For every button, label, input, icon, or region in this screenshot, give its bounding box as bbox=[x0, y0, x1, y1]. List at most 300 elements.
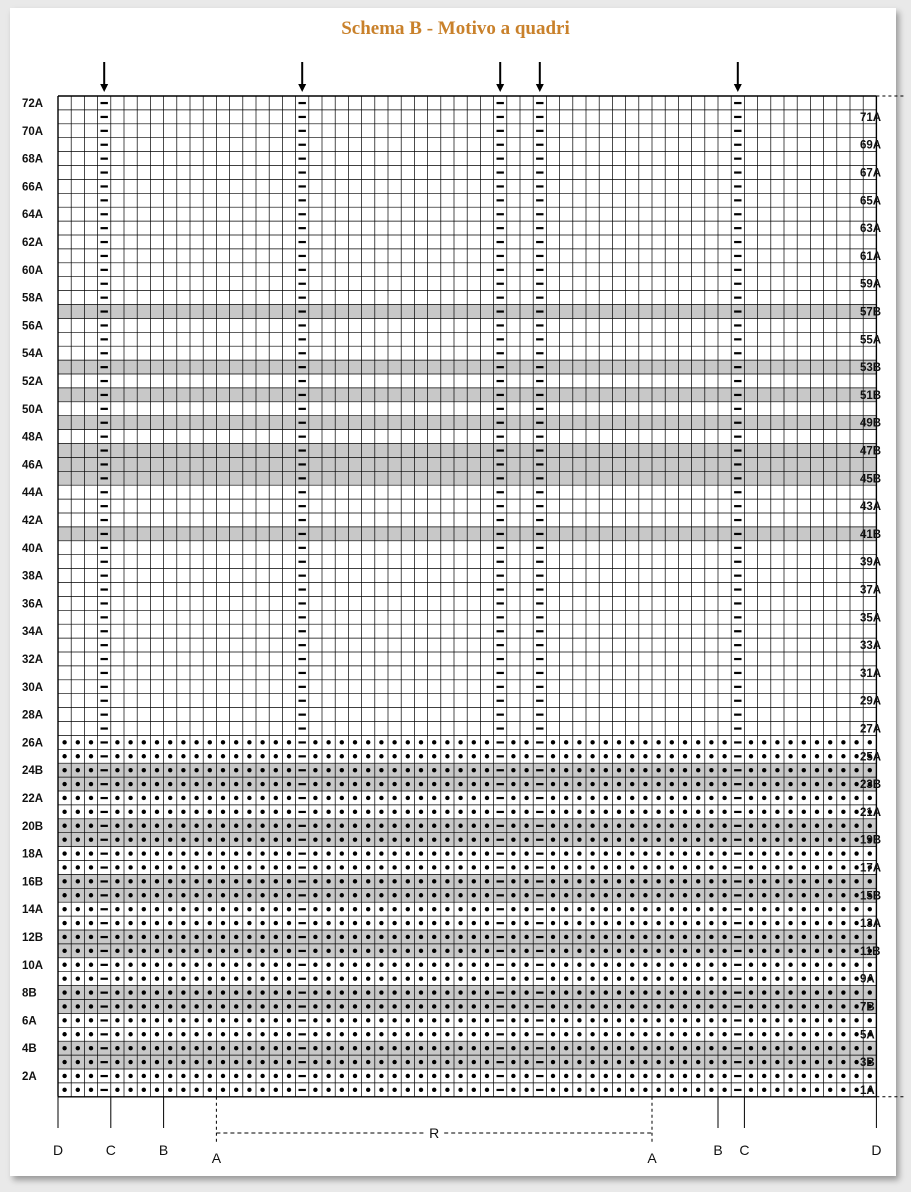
stitch-dot bbox=[247, 893, 251, 897]
stitch-dot bbox=[432, 1046, 436, 1050]
stitch-dot bbox=[168, 963, 172, 967]
stitch-dot bbox=[62, 851, 66, 855]
stitch-dot bbox=[551, 782, 555, 786]
stitch-dot bbox=[828, 824, 832, 828]
stitch-dot bbox=[432, 893, 436, 897]
purl-dash bbox=[299, 408, 306, 410]
stitch-dot bbox=[630, 1088, 634, 1092]
row-label-right: 47B bbox=[860, 445, 882, 458]
stitch-dot bbox=[722, 1074, 726, 1078]
stitch-dot bbox=[432, 810, 436, 814]
stitch-dot bbox=[762, 1046, 766, 1050]
purl-dash bbox=[734, 436, 741, 438]
arrow-down-icon bbox=[298, 84, 306, 92]
arrow-down-icon bbox=[496, 84, 504, 92]
stitch-dot bbox=[62, 865, 66, 869]
stitch-dot bbox=[313, 851, 317, 855]
stitch-dot bbox=[247, 1046, 251, 1050]
purl-dash bbox=[734, 853, 741, 855]
purl-dash bbox=[536, 908, 543, 910]
stitch-dot bbox=[128, 1060, 132, 1064]
stitch-dot bbox=[392, 921, 396, 925]
stitch-dot bbox=[630, 1018, 634, 1022]
purl-dash bbox=[299, 1075, 306, 1077]
purl-dash bbox=[734, 324, 741, 326]
stitch-dot bbox=[617, 824, 621, 828]
stitch-dot bbox=[604, 879, 608, 883]
stitch-dot bbox=[762, 768, 766, 772]
stitch-dot bbox=[802, 851, 806, 855]
row-label-right: 43A bbox=[860, 501, 882, 514]
stitch-dot bbox=[208, 796, 212, 800]
stitch-dot bbox=[564, 1004, 568, 1008]
stitch-dot bbox=[181, 1074, 185, 1078]
stitch-dot bbox=[142, 782, 146, 786]
stitch-dot bbox=[828, 810, 832, 814]
row-label-right: 25A bbox=[860, 751, 882, 764]
stitch-dot bbox=[841, 796, 845, 800]
purl-dash bbox=[536, 547, 543, 549]
stitch-dot bbox=[76, 1074, 80, 1078]
stitch-dot bbox=[366, 1046, 370, 1050]
stitch-dot bbox=[274, 768, 278, 772]
stitch-dot bbox=[445, 1018, 449, 1022]
stitch-dot bbox=[590, 1046, 594, 1050]
stitch-dot bbox=[670, 907, 674, 911]
stitch-dot bbox=[76, 1046, 80, 1050]
purl-dash bbox=[734, 255, 741, 257]
stitch-dot bbox=[604, 754, 608, 758]
stitch-dot bbox=[749, 1060, 753, 1064]
stitch-dot bbox=[340, 740, 344, 744]
purl-dash bbox=[497, 185, 504, 187]
stitch-dot bbox=[313, 865, 317, 869]
stitch-dot bbox=[181, 782, 185, 786]
stitch-dot bbox=[485, 782, 489, 786]
stitch-dot bbox=[247, 796, 251, 800]
stitch-dot bbox=[617, 740, 621, 744]
row-label-right: 51B bbox=[860, 389, 882, 402]
stitch-dot bbox=[775, 1060, 779, 1064]
stitch-dot bbox=[511, 796, 515, 800]
purl-dash bbox=[734, 366, 741, 368]
stitch-dot bbox=[722, 1046, 726, 1050]
purl-dash bbox=[536, 978, 543, 980]
stitch-dot bbox=[353, 810, 357, 814]
stitch-dot bbox=[379, 879, 383, 883]
stitch-dot bbox=[313, 893, 317, 897]
stitch-dot bbox=[696, 935, 700, 939]
stitch-dot bbox=[458, 865, 462, 869]
purl-dash bbox=[101, 964, 108, 966]
stitch-dot bbox=[485, 893, 489, 897]
stitch-dot bbox=[458, 1046, 462, 1050]
stitch-dot bbox=[419, 740, 423, 744]
stitch-dot bbox=[115, 879, 119, 883]
stitch-dot bbox=[656, 907, 660, 911]
stitch-dot bbox=[854, 907, 858, 911]
stitch-dot bbox=[313, 879, 317, 883]
stitch-dot bbox=[604, 1004, 608, 1008]
stitch-dot bbox=[683, 963, 687, 967]
stitch-dot bbox=[590, 907, 594, 911]
stitch-dot bbox=[432, 754, 436, 758]
stitch-dot bbox=[340, 935, 344, 939]
stitch-dot bbox=[340, 851, 344, 855]
stitch-dot bbox=[551, 810, 555, 814]
stitch-dot bbox=[62, 768, 66, 772]
stitch-dot bbox=[828, 921, 832, 925]
stitch-dot bbox=[696, 990, 700, 994]
stitch-dot bbox=[458, 810, 462, 814]
purl-dash bbox=[101, 297, 108, 299]
stitch-dot bbox=[670, 1004, 674, 1008]
stitch-dot bbox=[670, 740, 674, 744]
purl-dash bbox=[101, 853, 108, 855]
stitch-dot bbox=[775, 754, 779, 758]
stitch-dot bbox=[630, 837, 634, 841]
stitch-dot bbox=[524, 1018, 528, 1022]
stitch-dot bbox=[524, 810, 528, 814]
stitch-dot bbox=[670, 782, 674, 786]
stitch-dot bbox=[841, 824, 845, 828]
stitch-dot bbox=[617, 1004, 621, 1008]
stitch-dot bbox=[89, 768, 93, 772]
stitch-dot bbox=[353, 907, 357, 911]
stitch-dot bbox=[221, 768, 225, 772]
stitch-dot bbox=[379, 865, 383, 869]
stitch-dot bbox=[775, 935, 779, 939]
purl-dash bbox=[299, 1033, 306, 1035]
stitch-dot bbox=[313, 837, 317, 841]
stitch-dot bbox=[274, 1004, 278, 1008]
stitch-dot bbox=[775, 879, 779, 883]
column-marker-label: A bbox=[211, 1150, 222, 1166]
stitch-dot bbox=[485, 837, 489, 841]
stitch-dot bbox=[62, 837, 66, 841]
stitch-dot bbox=[76, 990, 80, 994]
stitch-dot bbox=[445, 754, 449, 758]
stitch-dot bbox=[524, 1060, 528, 1064]
stitch-dot bbox=[379, 1088, 383, 1092]
stitch-dot bbox=[524, 1088, 528, 1092]
stitch-dot bbox=[683, 768, 687, 772]
stitch-dot bbox=[630, 1074, 634, 1078]
stitch-dot bbox=[841, 976, 845, 980]
stitch-dot bbox=[828, 851, 832, 855]
stitch-dot bbox=[89, 1074, 93, 1078]
stitch-dot bbox=[788, 907, 792, 911]
purl-dash bbox=[497, 422, 504, 424]
stitch-dot bbox=[458, 907, 462, 911]
stitch-dot bbox=[62, 893, 66, 897]
stitch-dot bbox=[604, 949, 608, 953]
stitch-dot bbox=[775, 1032, 779, 1036]
stitch-dot bbox=[326, 1018, 330, 1022]
stitch-dot bbox=[419, 1088, 423, 1092]
stitch-dot bbox=[340, 768, 344, 772]
stitch-dot bbox=[234, 976, 238, 980]
stitch-dot bbox=[115, 949, 119, 953]
row-label-right: 31A bbox=[860, 667, 882, 680]
stitch-dot bbox=[432, 1088, 436, 1092]
purl-dash bbox=[536, 283, 543, 285]
stitch-dot bbox=[274, 976, 278, 980]
stitch-dot bbox=[168, 754, 172, 758]
stitch-dot bbox=[62, 810, 66, 814]
purl-dash bbox=[536, 533, 543, 535]
stitch-dot bbox=[841, 865, 845, 869]
purl-dash bbox=[101, 1047, 108, 1049]
stitch-dot bbox=[485, 1074, 489, 1078]
stitch-dot bbox=[142, 740, 146, 744]
purl-dash bbox=[101, 366, 108, 368]
stitch-dot bbox=[656, 865, 660, 869]
purl-dash bbox=[497, 783, 504, 785]
stitch-dot bbox=[762, 824, 766, 828]
stitch-dot bbox=[828, 976, 832, 980]
stitch-dot bbox=[551, 1004, 555, 1008]
stitch-dot bbox=[485, 810, 489, 814]
stitch-dot bbox=[458, 851, 462, 855]
purl-dash bbox=[497, 575, 504, 577]
stitch-dot bbox=[340, 837, 344, 841]
stitch-dot bbox=[656, 893, 660, 897]
stitch-dot bbox=[89, 810, 93, 814]
stitch-dot bbox=[656, 1004, 660, 1008]
purl-dash bbox=[299, 102, 306, 104]
stitch-dot bbox=[366, 893, 370, 897]
stitch-dot bbox=[274, 935, 278, 939]
stitch-dot bbox=[340, 879, 344, 883]
stitch-dot bbox=[604, 768, 608, 772]
stitch-dot bbox=[142, 1046, 146, 1050]
stitch-dot bbox=[630, 851, 634, 855]
purl-dash bbox=[734, 158, 741, 160]
stitch-dot bbox=[432, 879, 436, 883]
stitch-dot bbox=[656, 976, 660, 980]
stitch-dot bbox=[115, 1074, 119, 1078]
row-label-left: 52A bbox=[22, 375, 44, 388]
row-label-right: 35A bbox=[860, 612, 882, 625]
stitch-dot bbox=[617, 837, 621, 841]
stitch-dot bbox=[379, 810, 383, 814]
stitch-dot bbox=[656, 1046, 660, 1050]
stitch-dot bbox=[155, 963, 159, 967]
stitch-dot bbox=[181, 824, 185, 828]
stitch-dot bbox=[709, 921, 713, 925]
stitch-dot bbox=[696, 824, 700, 828]
stitch-dot bbox=[128, 907, 132, 911]
purl-dash bbox=[734, 769, 741, 771]
row-label-left: 72A bbox=[22, 97, 44, 110]
stitch-dot bbox=[221, 893, 225, 897]
purl-dash bbox=[299, 700, 306, 702]
stitch-dot bbox=[89, 782, 93, 786]
stitch-dot bbox=[445, 851, 449, 855]
stitch-dot bbox=[194, 963, 198, 967]
stitch-dot bbox=[128, 740, 132, 744]
purl-dash bbox=[101, 255, 108, 257]
row-label-right: 33A bbox=[860, 640, 882, 653]
purl-dash bbox=[536, 936, 543, 938]
stitch-dot bbox=[815, 865, 819, 869]
stitch-dot bbox=[194, 893, 198, 897]
stitch-dot bbox=[247, 768, 251, 772]
purl-dash bbox=[734, 185, 741, 187]
stitch-dot bbox=[313, 1018, 317, 1022]
stitch-dot bbox=[142, 824, 146, 828]
stitch-dot bbox=[617, 921, 621, 925]
stitch-dot bbox=[709, 768, 713, 772]
stitch-dot bbox=[326, 740, 330, 744]
stitch-dot bbox=[155, 879, 159, 883]
row-label-right: 39A bbox=[860, 556, 882, 569]
stitch-dot bbox=[630, 740, 634, 744]
purl-dash bbox=[734, 658, 741, 660]
stitch-dot bbox=[828, 1032, 832, 1036]
stitch-dot bbox=[656, 810, 660, 814]
stitch-dot bbox=[287, 921, 291, 925]
stitch-dot bbox=[643, 907, 647, 911]
stitch-dot bbox=[247, 851, 251, 855]
stitch-dot bbox=[458, 768, 462, 772]
stitch-dot bbox=[326, 949, 330, 953]
purl-dash bbox=[497, 727, 504, 729]
stitch-dot bbox=[604, 907, 608, 911]
stitch-dot bbox=[445, 810, 449, 814]
stitch-dot bbox=[445, 782, 449, 786]
stitch-dot bbox=[854, 740, 858, 744]
stitch-dot bbox=[181, 963, 185, 967]
stitch-dot bbox=[142, 851, 146, 855]
stitch-dot bbox=[366, 1018, 370, 1022]
stitch-dot bbox=[194, 990, 198, 994]
stitch-dot bbox=[775, 963, 779, 967]
stitch-dot bbox=[326, 851, 330, 855]
stitch-dot bbox=[353, 963, 357, 967]
stitch-dot bbox=[366, 865, 370, 869]
purl-dash bbox=[536, 463, 543, 465]
stitch-dot bbox=[128, 768, 132, 772]
stitch-dot bbox=[62, 976, 66, 980]
stitch-dot bbox=[419, 768, 423, 772]
stitch-dot bbox=[274, 1046, 278, 1050]
stitch-dot bbox=[551, 796, 555, 800]
stitch-dot bbox=[76, 976, 80, 980]
stitch-dot bbox=[76, 851, 80, 855]
stitch-dot bbox=[511, 1018, 515, 1022]
stitch-dot bbox=[590, 1032, 594, 1036]
purl-dash bbox=[734, 866, 741, 868]
stitch-dot bbox=[76, 810, 80, 814]
purl-dash bbox=[536, 825, 543, 827]
stitch-dot bbox=[379, 740, 383, 744]
stitch-dot bbox=[815, 782, 819, 786]
stitch-dot bbox=[841, 810, 845, 814]
stitch-dot bbox=[247, 1004, 251, 1008]
row-label-left: 8B bbox=[22, 987, 37, 1000]
stitch-dot bbox=[274, 907, 278, 911]
stitch-dot bbox=[115, 796, 119, 800]
purl-dash bbox=[101, 338, 108, 340]
purl-dash bbox=[299, 185, 306, 187]
stitch-dot bbox=[511, 837, 515, 841]
stitch-dot bbox=[709, 865, 713, 869]
stitch-dot bbox=[590, 949, 594, 953]
purl-dash bbox=[536, 241, 543, 243]
stitch-dot bbox=[419, 837, 423, 841]
stitch-dot bbox=[709, 949, 713, 953]
stitch-dot bbox=[155, 740, 159, 744]
stitch-dot bbox=[511, 976, 515, 980]
stitch-dot bbox=[551, 740, 555, 744]
stitch-dot bbox=[155, 810, 159, 814]
stitch-dot bbox=[815, 1004, 819, 1008]
stitch-dot bbox=[432, 1018, 436, 1022]
purl-dash bbox=[101, 158, 108, 160]
stitch-dot bbox=[577, 740, 581, 744]
stitch-dot bbox=[709, 810, 713, 814]
stitch-dot bbox=[89, 1004, 93, 1008]
purl-dash bbox=[299, 366, 306, 368]
stitch-dot bbox=[551, 949, 555, 953]
stitch-dot bbox=[485, 1004, 489, 1008]
stitch-dot bbox=[274, 796, 278, 800]
purl-dash bbox=[299, 922, 306, 924]
stitch-dot bbox=[630, 1060, 634, 1064]
purl-dash bbox=[101, 825, 108, 827]
stitch-dot bbox=[749, 810, 753, 814]
stitch-dot bbox=[260, 1046, 264, 1050]
stitch-dot bbox=[287, 824, 291, 828]
stitch-dot bbox=[406, 921, 410, 925]
stitch-dot bbox=[643, 1074, 647, 1078]
stitch-dot bbox=[564, 810, 568, 814]
stitch-dot bbox=[617, 768, 621, 772]
stitch-dot bbox=[234, 768, 238, 772]
stitch-dot bbox=[326, 921, 330, 925]
stitch-dot bbox=[472, 837, 476, 841]
stitch-dot bbox=[590, 782, 594, 786]
stitch-dot bbox=[709, 1046, 713, 1050]
purl-dash bbox=[299, 839, 306, 841]
stitch-dot bbox=[749, 1074, 753, 1078]
stitch-dot bbox=[287, 768, 291, 772]
stitch-dot bbox=[208, 1018, 212, 1022]
stitch-dot bbox=[564, 990, 568, 994]
purl-dash bbox=[536, 839, 543, 841]
purl-dash bbox=[536, 797, 543, 799]
stitch-dot bbox=[802, 1074, 806, 1078]
stitch-dot bbox=[670, 963, 674, 967]
stitch-dot bbox=[643, 810, 647, 814]
arrow-down-icon bbox=[100, 84, 108, 92]
stitch-dot bbox=[696, 907, 700, 911]
stitch-dot bbox=[696, 1032, 700, 1036]
stitch-dot bbox=[590, 963, 594, 967]
stitch-dot bbox=[564, 851, 568, 855]
stitch-dot bbox=[670, 865, 674, 869]
purl-dash bbox=[536, 727, 543, 729]
stitch-dot bbox=[392, 837, 396, 841]
stitch-dot bbox=[564, 907, 568, 911]
stitch-dot bbox=[643, 851, 647, 855]
stitch-dot bbox=[762, 754, 766, 758]
stitch-dot bbox=[722, 879, 726, 883]
stitch-dot bbox=[854, 921, 858, 925]
stitch-dot bbox=[260, 1074, 264, 1078]
